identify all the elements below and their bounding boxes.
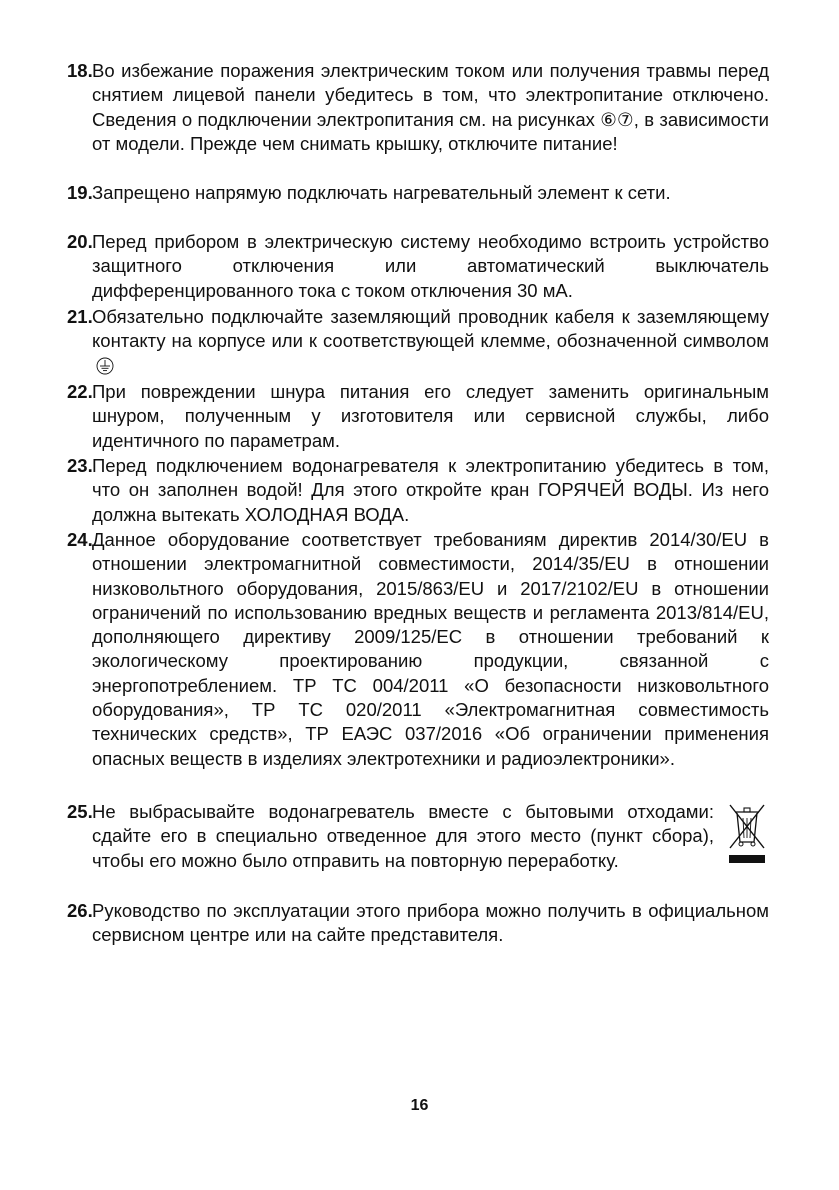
item-number: 20.	[67, 231, 93, 252]
item-text: Перед прибором в электрическую систему необходимо встроить устройство защитного отключения или автоматический выключатель дифференцированного тока с током отключения 30 мА.	[92, 231, 769, 301]
item-number: 18.	[67, 60, 93, 81]
item-text: Обязательно подключайте заземляющий проводник кабеля к заземляющему контакту на корпусе или к соответствующей клемме, обозначенной символом	[92, 306, 769, 352]
list-item-19	[67, 181, 769, 205]
list-item-25	[67, 800, 769, 873]
list-item-22	[67, 380, 769, 453]
list-item-24	[67, 528, 769, 771]
item-text: Не выбрасывайте водонагреватель вместе с бытовыми отходами: сдайте его в специально отведенное для этого место (пункт сбора), чтобы его можно было отправить на повторную переработку.	[92, 801, 714, 871]
item-number: 21.	[67, 306, 93, 327]
page-number: 16	[410, 1097, 429, 1114]
ground-symbol-icon	[96, 357, 114, 381]
item-number: 22.	[67, 381, 93, 402]
item-number: 23.	[67, 455, 93, 476]
item-text: Во избежание поражения электрическим током или получения травмы перед снятием лицевой панели убедитесь в том, что электропитание отключено. Сведения о подключении электропитания см. на рисунках ⑥⑦, в зависимости от модели. Прежде чем снимать крышку, отключите питание!	[92, 60, 769, 154]
list-item-18	[67, 59, 769, 156]
crossed-out-bin-icon	[725, 798, 769, 880]
item-number: 19.	[67, 182, 93, 203]
item-number: 24.	[67, 529, 93, 550]
item-text: Запрещено напрямую подключать нагревательный элемент к сети.	[92, 182, 671, 203]
item-number: 26.	[67, 900, 93, 921]
item-text: Руководство по эксплуатации этого прибора можно получить в официальном сервисном центре или на сайте представителя.	[92, 900, 769, 946]
list-item-20	[67, 230, 769, 303]
item-text: Данное оборудование соответствует требованиям директив 2014/30/EU в отношении электромагнитной совместимости, 2014/35/EU в отношении низковольтного оборудования, 2015/863/EU и 2017/2102/EU в отношении ограничений по использованию вредных веществ и регламента 2013/814/EU, дополняющего директиву 2009/125/EC в отношении требований к экологическому проектированию продукции, связанной с энергопотреблением. ТР ТС 004/2011 «О безопасности низковольтного оборудования», ТР ТС 020/2011 «Электромагнитная совместимость технических средств», ТР ЕАЭС 037/2016 «Об ограничении применения опасных веществ в изделиях электротехники и радиоэлектроники».	[92, 529, 769, 769]
item-text: При повреждении шнура питания его следует заменить оригинальным шнуром, полученным у изготовителя или сервисной службы, либо идентичного по параметрам.	[92, 381, 769, 451]
list-item-26	[67, 899, 769, 948]
list-item-23	[67, 454, 769, 527]
list-item-21	[67, 305, 769, 381]
item-text: Перед подключением водонагревателя к электропитанию убедитесь в том, что он заполнен водой! Для этого откройте кран ГОРЯЧЕЙ ВОДЫ. Из него должна вытекать ХОЛОДНАЯ ВОДА.	[92, 455, 769, 525]
item-number: 25.	[67, 801, 93, 822]
